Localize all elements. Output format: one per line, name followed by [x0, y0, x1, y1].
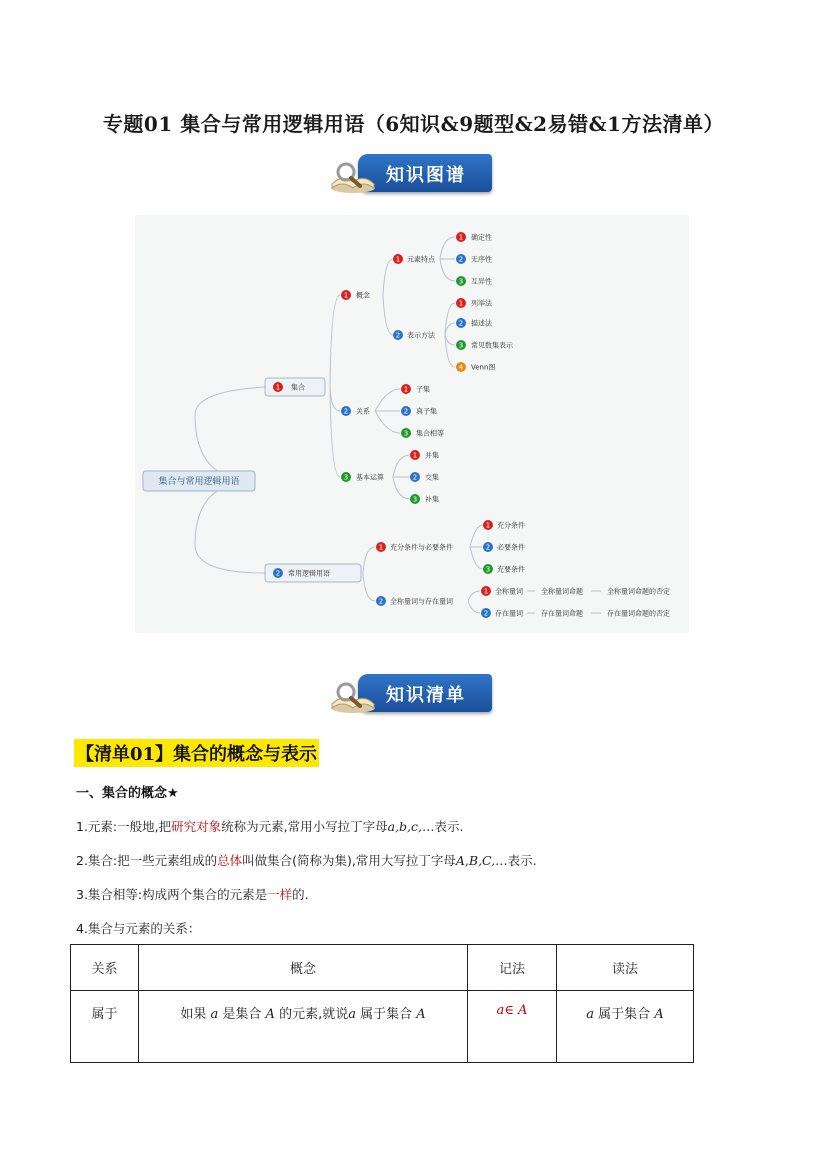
node-label: 互异性 [471, 277, 492, 286]
badge-num: 1 [458, 233, 464, 242]
badge-num: 1 [483, 587, 489, 596]
node-label: 存在量词 [495, 609, 523, 618]
node-label: 描述法 [471, 319, 492, 328]
highlight-text: 一样 [267, 887, 293, 902]
node-label: 补集 [425, 495, 439, 504]
math-var: a [348, 1007, 356, 1022]
table-cell [139, 991, 468, 1063]
paragraph-equality [76, 885, 309, 903]
book-icon [330, 680, 376, 714]
math-var: a [210, 1007, 219, 1022]
node-label: 全称量词与存在量词 [390, 597, 453, 606]
badge-num: 3 [343, 473, 349, 482]
highlight-text: 研究对象 [171, 819, 222, 834]
table-cell: 属于 [71, 991, 139, 1063]
math-var: a [586, 1007, 595, 1022]
badge-num: 2 [403, 407, 409, 416]
paragraph-relation: 4.集合与元素的关系： [76, 921, 201, 936]
book-icon [330, 160, 376, 194]
badge-num: 1 [412, 451, 418, 460]
badge-num: 2 [458, 255, 464, 264]
node-label: 交集 [425, 473, 439, 482]
table-header-row [71, 945, 694, 991]
table-header: 关系 [71, 945, 139, 991]
text: 统称为元素,常用小写拉丁字母 [221, 819, 388, 834]
badge-num: 3 [458, 277, 464, 286]
badge-num: 1 [378, 543, 384, 552]
table-header: 记法 [468, 945, 557, 991]
highlight-text: 总体 [217, 853, 243, 868]
node-label: 真子集 [416, 407, 437, 416]
text: 1.元素:一般地,把 [76, 819, 172, 834]
badge-num: 3 [403, 429, 409, 438]
text: …表示. [495, 853, 537, 868]
badge-num: 2 [485, 543, 491, 552]
paragraph-element [76, 817, 463, 835]
text: 属于集合 [598, 1007, 651, 1022]
badge-num: 1 [343, 291, 349, 300]
knowledge-mind-map [135, 215, 689, 633]
node-label: 概念 [356, 291, 370, 300]
node-label: 必要条件 [497, 543, 525, 552]
root-label: 集合与常用逻辑用语 [158, 477, 240, 487]
node-label: 常见数集表示 [471, 341, 513, 350]
badge-num: 3 [485, 565, 491, 574]
math-vars: a,b,c, [387, 819, 422, 834]
node-label: 列举法 [471, 299, 492, 308]
section-heading: 【清单01】集合的概念与表示 [74, 739, 319, 767]
text: 如果 [180, 1007, 207, 1022]
node-label: Venn图 [471, 363, 496, 372]
knowledge-map-banner [330, 152, 494, 196]
text: 3.集合相等:构成两个集合的元素是 [76, 887, 268, 902]
text: …表示. [422, 819, 464, 834]
node-label: 元素特点 [407, 255, 435, 264]
table-cell [557, 991, 694, 1063]
banner-label: 知识图谱 [386, 165, 466, 186]
math-var: A [265, 1007, 275, 1022]
node-label: 存在量词命题 [541, 609, 583, 618]
node-label: 存在量词命题的否定 [607, 609, 670, 618]
badge-num: 3 [412, 495, 418, 504]
badge-num: 1 [485, 521, 491, 530]
paragraph-set [76, 851, 537, 869]
text: 的元素,就说 [279, 1007, 349, 1022]
node-label: 确定性 [471, 233, 492, 242]
table-row [71, 991, 694, 1063]
badge-num: 1 [275, 383, 281, 392]
knowledge-list-banner [330, 672, 494, 716]
text: 叫做集合(简称为集),常用大写拉丁字母 [242, 853, 456, 868]
text: 属于集合 [360, 1007, 413, 1022]
badge-num: 1 [403, 385, 409, 394]
branch-label: 常用逻辑用语 [288, 569, 330, 578]
banner-plate [358, 154, 492, 192]
badge-num: 4 [458, 363, 464, 372]
node-label: 无序性 [471, 255, 492, 264]
table-header: 读法 [557, 945, 694, 991]
node-label: 并集 [425, 451, 439, 460]
node-label: 全称量词命题的否定 [607, 587, 670, 596]
math-vars: A,B,C, [455, 853, 496, 868]
badge-num: 2 [343, 407, 349, 416]
text: 是集合 [222, 1007, 262, 1022]
banner-plate [358, 674, 492, 712]
node-label: 充分条件与必要条件 [390, 543, 453, 552]
branch-label: 集合 [291, 383, 305, 392]
badge-num: 2 [483, 609, 489, 618]
badge-num: 2 [378, 597, 384, 606]
table-cell [468, 991, 557, 1063]
node-label: 集合相等 [416, 429, 444, 438]
node-label: 充分条件 [497, 521, 525, 530]
table-header: 概念 [139, 945, 468, 991]
document-title: 专题01 集合与常用逻辑用语（6知识&9题型&2易错&1方法清单） [102, 112, 725, 136]
badge-num: 1 [458, 299, 464, 308]
math-var: A [654, 1007, 664, 1022]
relation-table [70, 944, 694, 1063]
notation: a∈ A [496, 1003, 528, 1018]
text: 的. [292, 887, 309, 902]
badge-num: 2 [395, 331, 401, 340]
node-label: 关系 [356, 407, 370, 416]
badge-num: 3 [458, 341, 464, 350]
text: 2.集合:把一些元素组成的 [76, 853, 218, 868]
badge-num: 2 [412, 473, 418, 482]
node-label: 充要条件 [497, 565, 525, 574]
badge-num: 2 [458, 319, 464, 328]
node-label: 全称量词命题 [541, 587, 583, 596]
mind-map-svg [135, 215, 689, 633]
math-var: A [416, 1007, 426, 1022]
node-label: 子集 [416, 385, 430, 394]
node-label: 全称量词 [495, 587, 523, 596]
node-label: 表示方法 [407, 331, 435, 340]
banner-label: 知识清单 [386, 685, 466, 706]
badge-num: 1 [395, 255, 401, 264]
badge-num: 2 [275, 569, 281, 578]
node-label: 基本运算 [356, 473, 384, 482]
sub-heading: 一、集合的概念★ [76, 786, 179, 801]
